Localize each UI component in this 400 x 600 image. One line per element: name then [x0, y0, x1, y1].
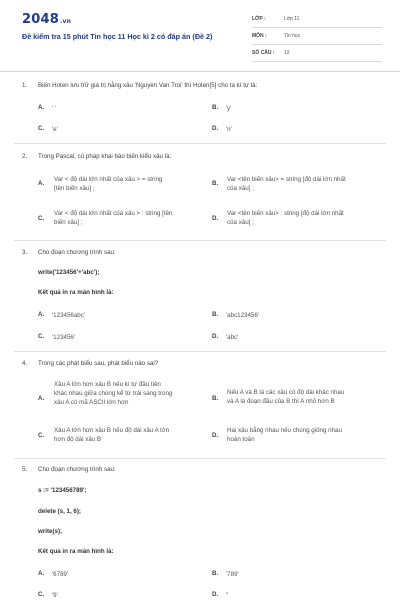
- option-letter[interactable]: A.: [38, 570, 45, 577]
- question-divider: [14, 351, 386, 352]
- logo-tld: .vn: [59, 18, 72, 25]
- question-prompt: Kết quả in ra màn hình là:: [38, 289, 114, 296]
- option-letter[interactable]: A.: [38, 104, 45, 111]
- question-number: 3.: [22, 249, 28, 256]
- option-line: Var <tên biến xâu> = string [độ dài lớn nhất: [227, 176, 346, 183]
- meta-row-class: [252, 14, 382, 28]
- option-letter[interactable]: D.: [212, 432, 219, 439]
- option-letter[interactable]: B.: [212, 395, 219, 402]
- option-letter[interactable]: D.: [212, 215, 219, 222]
- option-line: và A là đoạn đầu của B thì A nhỏ hơn B: [227, 398, 335, 405]
- meta-key: LỚP :: [252, 16, 266, 22]
- code-line: write('123456'+'abc');: [38, 269, 100, 276]
- question-prompt: Kết quả in ra màn hình là:: [38, 548, 114, 555]
- code-line: s := '123456789';: [38, 487, 87, 494]
- option-letter[interactable]: C.: [38, 432, 45, 439]
- code-line: delete (s, 1, 6);: [38, 508, 81, 515]
- option-text[interactable]: [54, 175, 162, 193]
- option-letter[interactable]: A.: [38, 395, 45, 402]
- question-text: Trong Pascal, cú pháp khai báo biến kiểu xâu là:: [38, 153, 172, 160]
- option-text[interactable]: ' ': [52, 105, 57, 112]
- code-line: write(s);: [38, 528, 63, 535]
- meta-row-subject: [252, 31, 382, 45]
- option-text[interactable]: '9': [52, 592, 58, 599]
- option-text[interactable]: 'n': [226, 126, 232, 133]
- option-letter[interactable]: B.: [212, 180, 219, 187]
- header: [0, 0, 400, 64]
- option-letter[interactable]: D.: [212, 591, 219, 598]
- question-text: Cho đoạn chương trình sau:: [38, 249, 116, 256]
- page-title: Đề kiểm tra 15 phút Tin học 11 Học kì 2 có đáp án (Đề 2): [22, 32, 213, 41]
- option-text[interactable]: [54, 426, 169, 444]
- option-text[interactable]: [227, 209, 344, 227]
- option-letter[interactable]: C.: [38, 591, 45, 598]
- option-text[interactable]: [227, 388, 344, 406]
- option-line: Var < độ dài lớn nhất của xâu > = string: [54, 176, 163, 183]
- logo-text: 2048: [22, 12, 59, 27]
- option-text[interactable]: '123456abc': [52, 312, 85, 319]
- question-text: Trong các phát biểu sau, phát biểu nào sai?: [38, 360, 159, 367]
- meta-key: SỐ CÂU :: [252, 50, 275, 56]
- option-line: Xâu A lớn hơn xâu B nếu độ dài xâu A lớn: [54, 427, 170, 434]
- option-text[interactable]: [227, 175, 346, 193]
- meta-value: Tin học: [284, 33, 301, 39]
- question-number: 2.: [22, 153, 28, 160]
- question-divider: [14, 143, 386, 144]
- question-divider: [14, 240, 386, 241]
- option-letter[interactable]: C.: [38, 215, 45, 222]
- option-line: hoàn toàn: [227, 436, 255, 443]
- meta-value: 12: [284, 50, 290, 56]
- option-line: Var < độ dài lớn nhất của xâu > : string [tên: [54, 210, 173, 217]
- question-text: Biến Hoten lưu trữ giá trị hằng xâu 'Nguyen Van Troi' thì Hoten[5] cho ta kí tự là:: [38, 82, 258, 89]
- option-letter[interactable]: C.: [38, 125, 45, 132]
- option-letter[interactable]: B.: [212, 570, 219, 577]
- meta-key: MÔN :: [252, 33, 267, 39]
- question-number: 4.: [22, 360, 28, 367]
- option-letter[interactable]: B.: [212, 311, 219, 318]
- option-letter[interactable]: A.: [38, 311, 45, 318]
- option-line: Var <tên biến xâu> : string [độ dài lớn nhất: [227, 210, 344, 217]
- option-line: Hai xâu bằng nhau nếu chúng giống nhau: [227, 427, 342, 434]
- option-line: xâu A có mã ASCII lớn hơn: [54, 399, 129, 406]
- option-line: của xâu] ;: [227, 185, 254, 192]
- question-text: Cho đoạn chương trình sau:: [38, 466, 116, 473]
- option-letter[interactable]: D.: [212, 333, 219, 340]
- option-text[interactable]: '6789': [52, 571, 69, 578]
- option-text[interactable]: [227, 426, 342, 444]
- option-letter[interactable]: B.: [212, 104, 219, 111]
- meta-value: Lớp 11: [284, 16, 300, 22]
- question-divider: [14, 458, 386, 459]
- header-divider: [0, 71, 400, 72]
- option-line: hơn độ dài xâu B: [54, 436, 102, 443]
- option-line: [tên biến xâu] ;: [54, 185, 95, 192]
- meta-box: [252, 14, 382, 65]
- option-text[interactable]: [54, 380, 172, 407]
- site-logo[interactable]: [22, 12, 71, 27]
- meta-row-count: [252, 48, 382, 62]
- option-text[interactable]: '': [226, 592, 229, 599]
- option-letter[interactable]: C.: [38, 333, 45, 340]
- option-letter[interactable]: D.: [212, 125, 219, 132]
- option-line: biến xâu] ;: [54, 219, 83, 226]
- option-text[interactable]: [54, 209, 172, 227]
- option-text[interactable]: 'abc': [226, 334, 239, 341]
- option-text[interactable]: '123456': [52, 334, 76, 341]
- option-text[interactable]: '789': [226, 571, 239, 578]
- option-line: Nếu A và B là các xâu có độ dài khác nhau: [227, 389, 345, 396]
- option-line: của xâu] ;: [227, 219, 254, 226]
- option-text[interactable]: 'y': [226, 105, 232, 112]
- option-text[interactable]: 'abc123456': [226, 312, 259, 319]
- option-line: khác nhau giữa chúng kể từ trái sang trong: [54, 390, 173, 397]
- option-text[interactable]: 'e': [52, 126, 58, 133]
- question-number: 5.: [22, 466, 28, 473]
- option-letter[interactable]: A.: [38, 180, 45, 187]
- question-number: 1.: [22, 82, 28, 89]
- option-line: Xâu A lớn hơn xâu B nếu kí tự đầu tiên: [54, 381, 161, 388]
